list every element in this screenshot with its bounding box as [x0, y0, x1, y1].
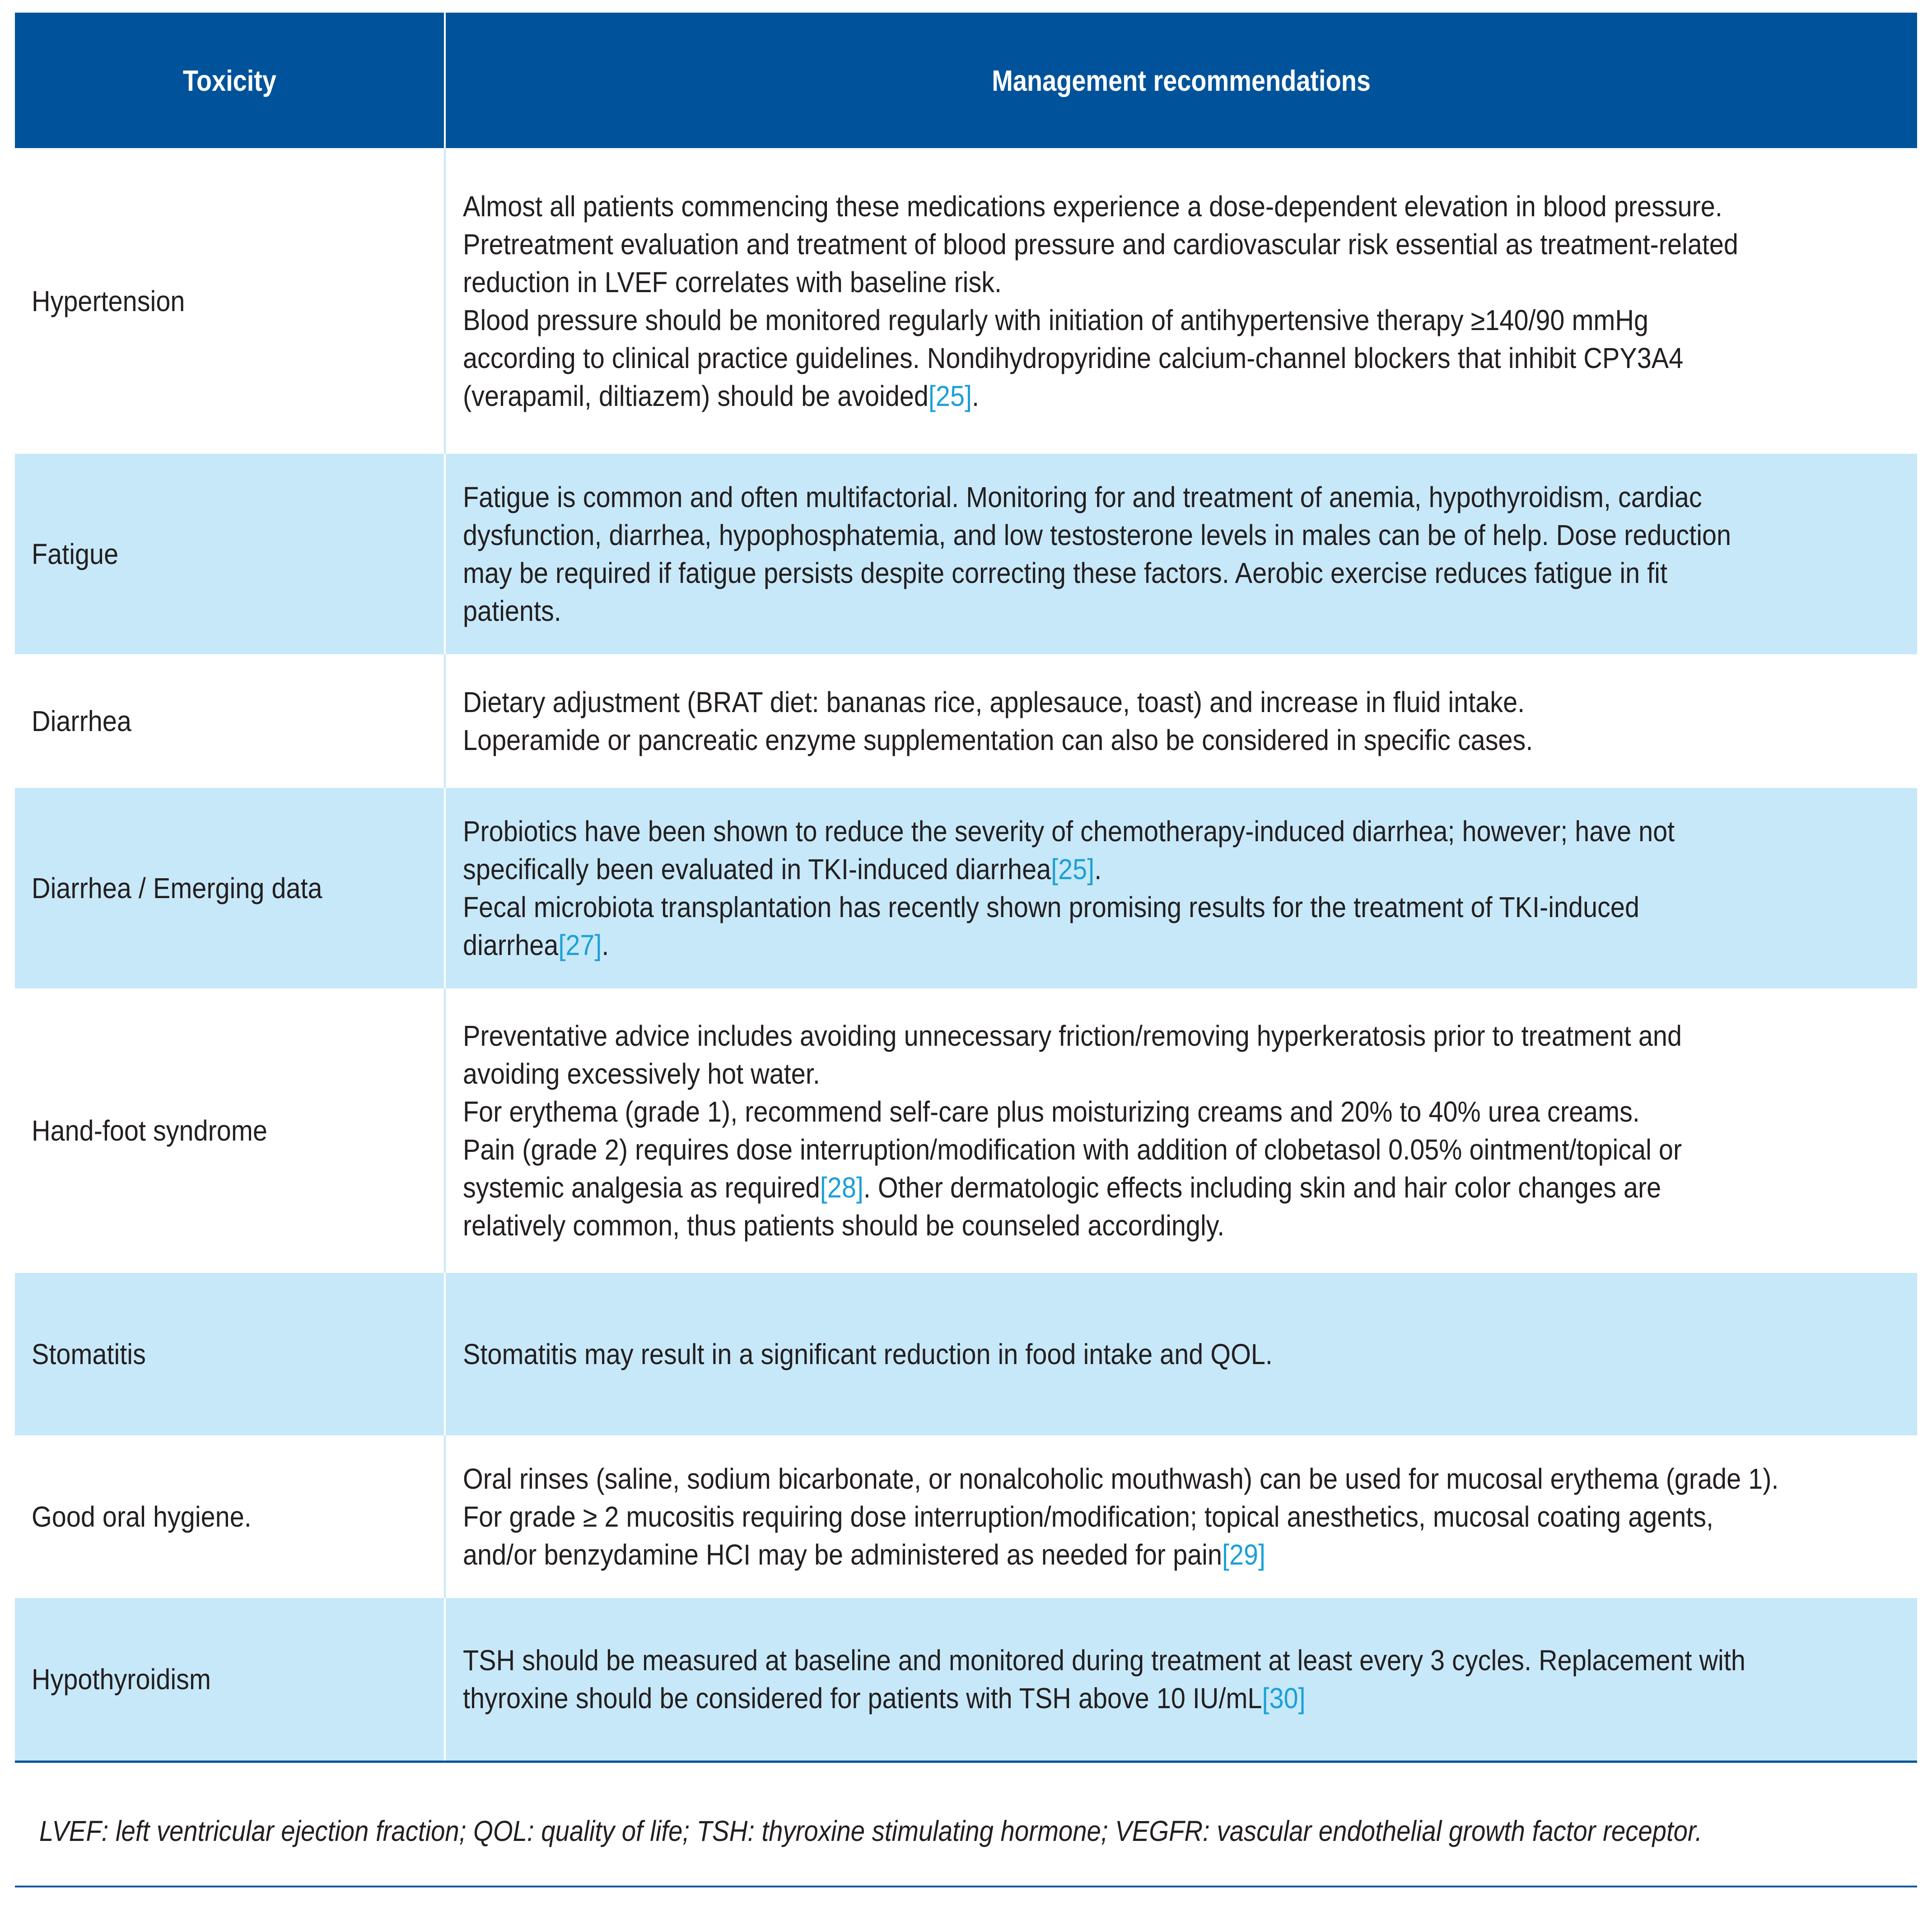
header-toxicity-label: Toxicity: [182, 64, 276, 97]
recommendation-text: and/or benzydamine HCI may be administered as needed for pain: [463, 1538, 1222, 1571]
toxicity-cell: [15, 454, 445, 654]
table-footnote: LVEF: left ventricular ejection fraction; QOL: quality of life; TSH: thyroxine stimulating hormone; VEGFR: vascular endothelial growth factor receptor.: [39, 1815, 1703, 1847]
recommendation-text: Stomatitis may result in a significant reduction in food intake and QOL.: [463, 1338, 1273, 1370]
recommendation-line: [463, 926, 1755, 964]
recommendation-line: [463, 516, 1755, 554]
toxicity-table-container: [15, 13, 1917, 1763]
recommendation-line: [463, 1131, 1755, 1169]
recommendation-text: For erythema (grade 1), recommend self-care plus moisturizing creams and 20% to 40% urea creams.: [463, 1095, 1640, 1128]
header-management: [445, 13, 1917, 148]
recommendation-line: [463, 301, 1755, 339]
recommendation-line: [463, 377, 1755, 415]
toxicity-label: Hypertension: [32, 284, 185, 317]
reference-link[interactable]: [25]: [928, 379, 972, 412]
recommendation-line: [463, 554, 1755, 592]
table-row: [15, 148, 1917, 454]
recommendation-text: Almost all patients commencing these medications experience a dose-dependent elevation in blood pressure.: [463, 190, 1722, 223]
recommendation-text: Pretreatment evaluation and treatment of blood pressure and cardiovascular risk essential as treatment-related: [463, 228, 1738, 261]
table-row: [15, 1598, 1917, 1761]
recommendation-text: patients.: [463, 595, 561, 627]
table-row: [15, 654, 1917, 788]
recommendation-line: [463, 1093, 1755, 1131]
recommendation-text: For grade ≥ 2 mucositis requiring dose interruption/modification; topical anesthetics, mucosal coating agents,: [463, 1500, 1714, 1533]
toxicity-label: Fatigue: [32, 538, 119, 570]
recommendation-text: Probiotics have been shown to reduce the severity of chemotherapy-induced diarrhea; however; have not: [463, 815, 1675, 848]
toxicity-cell: [15, 654, 445, 788]
recommendation-cell: [445, 1598, 1917, 1761]
recommendation-text: thyroxine should be considered for patients with TSH above 10 IU/mL: [463, 1682, 1262, 1714]
recommendation-line: [463, 721, 1755, 759]
toxicity-cell: [15, 1598, 445, 1761]
recommendation-line: [463, 1207, 1755, 1244]
recommendation-text: TSH should be measured at baseline and monitored during treatment at least every 3 cycles. Replacement with: [463, 1644, 1745, 1677]
table-row: [15, 788, 1917, 988]
recommendation-text: Pain (grade 2) requires dose interruption/modification with addition of clobetasol 0.05% ointment/topical or: [463, 1133, 1682, 1166]
recommendation-line: [463, 478, 1755, 516]
recommendation-cell: [445, 148, 1917, 454]
recommendation-text: reduction in LVEF correlates with baseline risk.: [463, 266, 1002, 298]
recommendation-text: relatively common, thus patients should be counseled accordingly.: [463, 1209, 1225, 1242]
recommendation-line: [463, 339, 1755, 377]
table-row: [15, 1435, 1917, 1598]
toxicity-cell: [15, 1273, 445, 1435]
recommendation-text: dysfunction, diarrhea, hypophosphatemia, and low testosterone levels in males can be of help. Dose reduction: [463, 519, 1731, 551]
recommendation-line: [463, 850, 1755, 888]
recommendation-cell: [445, 788, 1917, 988]
recommendation-line: [463, 1641, 1755, 1679]
recommendation-line: [463, 1335, 1755, 1373]
recommendation-line: [463, 1169, 1755, 1207]
recommendation-text-tail: .: [602, 929, 609, 961]
recommendation-text: Blood pressure should be monitored regularly with initiation of antihypertensive therapy ≥140/90 mmHg: [463, 303, 1649, 336]
reference-link[interactable]: [27]: [558, 929, 602, 961]
recommendation-line: [463, 1017, 1755, 1055]
recommendation-text: Loperamide or pancreatic enzyme supplementation can also be considered in specific cases.: [463, 724, 1533, 756]
reference-link[interactable]: [28]: [820, 1171, 863, 1204]
toxicity-cell: [15, 788, 445, 988]
recommendation-line: [463, 683, 1755, 721]
toxicity-label: Diarrhea / Emerging data: [32, 872, 322, 904]
recommendation-text: Fatigue is common and often multifactorial. Monitoring for and treatment of anemia, hypothyroidism, cardiac: [463, 481, 1702, 513]
recommendation-line: [463, 1536, 1755, 1574]
recommendation-line: [463, 888, 1755, 926]
recommendation-text: may be required if fatigue persists despite correcting these factors. Aerobic exercise reduces fatigue in fit: [463, 557, 1667, 589]
toxicity-management-table: [15, 13, 1917, 1761]
toxicity-label: Hand-foot syndrome: [32, 1114, 267, 1147]
recommendation-text-tail: .: [1094, 853, 1102, 885]
recommendation-cell: [445, 988, 1917, 1273]
recommendation-line: [463, 187, 1755, 225]
table-bottom-rule: [15, 1761, 1917, 1763]
recommendation-line: [463, 1055, 1755, 1093]
header-toxicity: [15, 13, 445, 148]
recommendation-line: [463, 1679, 1755, 1717]
recommendation-text: Preventative advice includes avoiding unnecessary friction/removing hyperkeratosis prior to treatment and: [463, 1020, 1682, 1052]
recommendation-text-tail: . Other dermatologic effects including skin and hair color changes are: [863, 1171, 1661, 1204]
recommendation-line: [463, 1498, 1755, 1536]
recommendation-cell: [445, 1273, 1917, 1435]
recommendation-line: [463, 263, 1755, 301]
recommendation-line: [463, 812, 1755, 850]
table-header-row: [15, 13, 1917, 148]
recommendation-cell: [445, 1435, 1917, 1598]
header-management-label: Management recommendations: [992, 64, 1371, 97]
recommendation-text: diarrhea: [463, 929, 559, 961]
recommendation-text: Oral rinses (saline, sodium bicarbonate, or nonalcoholic mouthwash) can be used for mucosal erythema (grade 1).: [463, 1463, 1779, 1495]
toxicity-label: Stomatitis: [32, 1338, 146, 1370]
recommendation-text-tail: .: [971, 379, 979, 412]
reference-link[interactable]: [29]: [1222, 1538, 1266, 1571]
recommendation-text: Fecal microbiota transplantation has recently shown promising results for the treatment of TKI-induced: [463, 891, 1639, 923]
recommendation-text: Dietary adjustment (BRAT diet: bananas rice, applesauce, toast) and increase in fluid intake.: [463, 686, 1525, 718]
recommendation-line: [463, 1460, 1779, 1498]
footer-rule: [15, 1886, 1917, 1887]
toxicity-label: Hypothyroidism: [32, 1663, 211, 1696]
table-body: [15, 148, 1917, 1761]
recommendation-text: (verapamil, diltiazem) should be avoided: [463, 379, 929, 412]
recommendation-text: according to clinical practice guidelines. Nondihydropyridine calcium-channel blockers that inhibit CPY3A4: [463, 341, 1684, 374]
table-row: [15, 1273, 1917, 1435]
toxicity-cell: [15, 988, 445, 1273]
recommendation-line: [463, 225, 1755, 263]
toxicity-label: Good oral hygiene.: [32, 1500, 252, 1533]
recommendation-line: [463, 592, 1755, 630]
recommendation-text: avoiding excessively hot water.: [463, 1057, 820, 1090]
reference-link[interactable]: [30]: [1262, 1682, 1306, 1714]
reference-link[interactable]: [25]: [1051, 853, 1095, 885]
recommendation-cell: [445, 654, 1917, 788]
toxicity-cell: [15, 148, 445, 454]
table-row: [15, 988, 1917, 1273]
toxicity-cell: [15, 1435, 445, 1598]
recommendation-text: specifically been evaluated in TKI-induced diarrhea: [463, 853, 1051, 885]
recommendation-text: systemic analgesia as required: [463, 1171, 820, 1204]
recommendation-cell: [445, 454, 1917, 654]
table-row: [15, 454, 1917, 654]
toxicity-label: Diarrhea: [32, 705, 131, 737]
